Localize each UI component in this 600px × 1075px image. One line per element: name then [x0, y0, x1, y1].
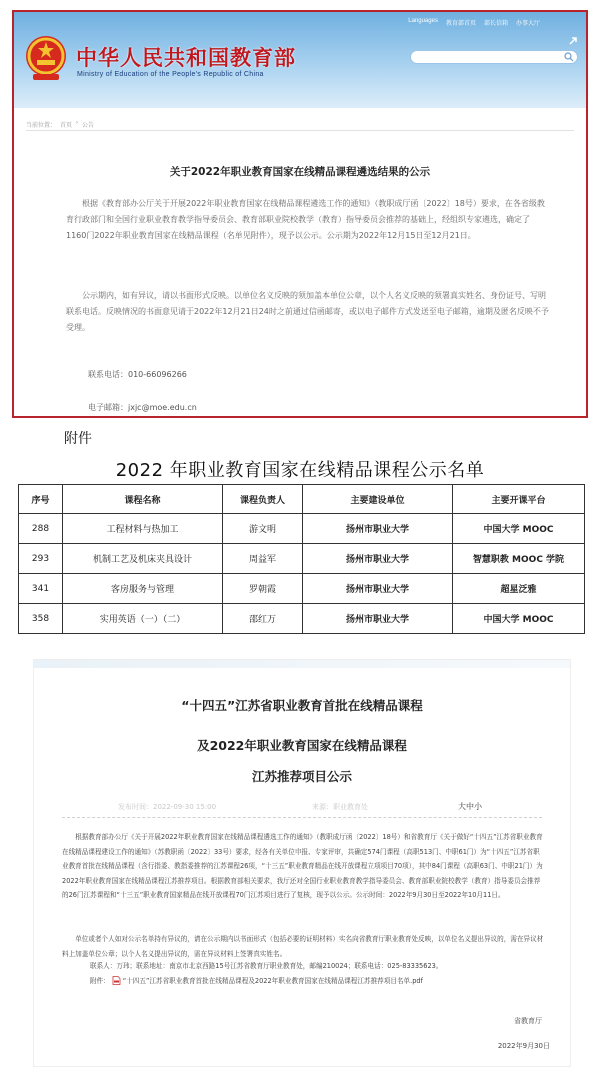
issue-date: 2022年9月30日: [497, 1042, 550, 1050]
cell-course-name: 实用英语（一）（二）: [63, 604, 223, 634]
publish-source: 来源：职业教育处: [312, 803, 368, 811]
nav-service-hall[interactable]: 办事大厅: [515, 21, 540, 27]
notice-paragraph-1: 根据《教育部办公厅关于开展2022年职业教育国家在线精品课程遴选工作的通知》（教职成厅函〔2022〕18号）要求，在各省级教育行政部门和全国行业职业教育教学指导委员会、教育部职业院校教学（教育）指导委员会推荐的基础上，经组织专家遴选，确定了1160门2022年职业教育国家在线精品课程（名单见附件），现予以公示。公示期为2022年12月15日至12月21日。: [66, 199, 545, 240]
attachment-prefix: 附件：: [90, 977, 110, 985]
attachment-file-link[interactable]: “十四五”江苏省职业教育首批在线精品课程及2022年职业教育国家在线精品课程江苏推荐项目名单.pdf: [122, 977, 423, 985]
cell-serial: 288: [19, 514, 63, 544]
cell-platform: 中国大学 MOOC: [453, 604, 585, 634]
jiangsu-paragraph-2: 单位或者个人如对公示名单持有异议的，请在公示期内以书面形式（包括必要的证明材料）实名向省教育厅职业教育处反映，以单位名义提出异议的，需在异议材料上加盖单位公章；以个人名义提出异议的，需在异议材料上签署真实姓名。: [62, 935, 544, 958]
breadcrumb: [26, 120, 94, 129]
corner-arrow-icon: [568, 36, 578, 46]
jiangsu-title-line-1: “十四五”江苏省职业教育首批在线精品课程: [181, 698, 423, 713]
header-main-unit: 主要建设单位: [303, 485, 453, 514]
document-title: 关于2022年职业教育国家在线精品课程遴选结果的公示: [169, 166, 431, 178]
cell-platform: 中国大学 MOOC: [453, 514, 585, 544]
cell-serial: 358: [19, 604, 63, 634]
jiangsu-contact: 联系人：万玮；联系地址：南京市北京西路15号江苏省教育厅职业教育处，邮编210024；联系电话：025-83335623。: [90, 962, 443, 970]
breadcrumb-notices[interactable]: 公告: [82, 123, 95, 129]
cell-course-name: 工程材料与热加工: [63, 514, 223, 544]
breadcrumb-home[interactable]: 首页: [60, 123, 73, 129]
cell-main-unit: 扬州市职业大学: [303, 544, 453, 574]
cell-serial: 341: [19, 574, 63, 604]
course-table: [18, 484, 585, 634]
national-emblem-icon: [24, 34, 68, 84]
article-meta-bar: [62, 796, 542, 818]
cell-course-lead: 游文明: [223, 514, 303, 544]
nav-home[interactable]: 教育部首页: [445, 21, 476, 27]
nav-mailbox[interactable]: 部长信箱: [483, 21, 508, 27]
top-nav: [408, 18, 540, 27]
contact-email[interactable]: 电子邮箱：jxjc@moe.edu.cn: [88, 403, 197, 412]
issuer-signature: 省教育厅: [514, 1017, 542, 1025]
publish-date: 发布时间：2022-09-30 15:00: [118, 803, 217, 811]
cell-course-lead: 罗朝霞: [223, 574, 303, 604]
search-input[interactable]: [410, 50, 578, 64]
cell-course-lead: 邵红万: [223, 604, 303, 634]
ministry-title-cn: 中华人民共和国教育部: [76, 45, 296, 70]
attachment-title: 2022 年职业教育国家在线精品课程公示名单: [115, 460, 485, 481]
header-serial: 序号: [19, 485, 63, 514]
cell-serial: 293: [19, 544, 63, 574]
ministry-notice-panel: [12, 10, 588, 418]
breadcrumb-separator: ›: [76, 120, 79, 126]
cell-platform: 超星泛雅: [453, 574, 585, 604]
ministry-title-en: Ministry of Education of the People's Republic of China: [77, 71, 264, 78]
cell-main-unit: 扬州市职业大学: [303, 604, 453, 634]
cell-main-unit: 扬州市职业大学: [303, 574, 453, 604]
jiangsu-attachment: [90, 975, 550, 985]
header-course-lead: 课程负责人: [223, 485, 303, 514]
ministry-header-banner: [14, 12, 586, 108]
font-size-switcher[interactable]: 大中小: [458, 802, 482, 811]
divider: [26, 130, 574, 131]
cell-platform: 智慧职教 MOOC 学院: [453, 544, 585, 574]
header-course-name: 课程名称: [63, 485, 223, 514]
cell-course-name: 客房服务与管理: [63, 574, 223, 604]
cell-course-lead: 周益军: [223, 544, 303, 574]
table-row: [19, 574, 585, 604]
cell-main-unit: 扬州市职业大学: [303, 514, 453, 544]
table-row: [19, 604, 585, 634]
notice-paragraph-2: 公示期内，如有异议，请以书面形式反映。以单位名义反映的须加盖本单位公章，以个人名义反映的须署真实姓名、身份证号、写明联系电话。反映情况的书面意见请于2022年12月21日24时之前通过信函邮寄，或以电子邮件方式发送至电子邮箱，逾期及匿名反映不予受理。: [66, 291, 549, 332]
cell-course-name: 机制工艺及机床夹具设计: [63, 544, 223, 574]
panel-top-bar: [34, 660, 570, 668]
table-row: [19, 544, 585, 574]
breadcrumb-prefix: 当前位置：: [26, 123, 57, 129]
header-platform: 主要开课平台: [453, 485, 585, 514]
jiangsu-title-line-3: 江苏推荐项目公示: [251, 769, 352, 784]
jiangsu-title-line-2: 及2022年职业教育国家在线精品课程: [197, 738, 407, 753]
table-header-row: [19, 485, 585, 514]
jiangsu-paragraph-1: 根据教育部办公厅《关于开展2022年职业教育国家在线精品课程遴选工作的通知》（教职成厅函〔2022〕18号）和省教育厅《关于做好“十四五”江苏省职业教育在线精品课程建设工作的通知》（苏教职函〔2022〕33号）要求，经各有关单位申报、专家评审，共确定574门课程（高职513门、中职61门）为“十四五”江苏省职业教育首批在线精品课程（含行指委、教指委推荐的江苏课程26项，“十三五”职业教育精品在线开放课程立项项目70项），其中84门课程（高职63门、中职21门）为2022年职业教育国家在线精品课程江苏推荐项目。根据教育部相关要求，我厅还对全国行业职业教育教学指导委员会、教育部职业院校教学（教育）指导委员会推荐的26门江苏课程和“十三五”职业教育国家精品在线开放课程70门江苏项目进行了复核，现予以公示。公示时间：2022年9月30日至2022年10月11日。: [62, 833, 543, 899]
table-row: [19, 514, 585, 544]
pdf-file-icon: [112, 976, 121, 985]
nav-languages[interactable]: Languages: [408, 18, 438, 24]
jiangsu-notice-panel: [34, 660, 570, 1066]
contact-phone: 联系电话：010-66096266: [88, 370, 187, 379]
search-icon[interactable]: [564, 52, 574, 62]
attachment-label: 附件: [64, 431, 92, 447]
